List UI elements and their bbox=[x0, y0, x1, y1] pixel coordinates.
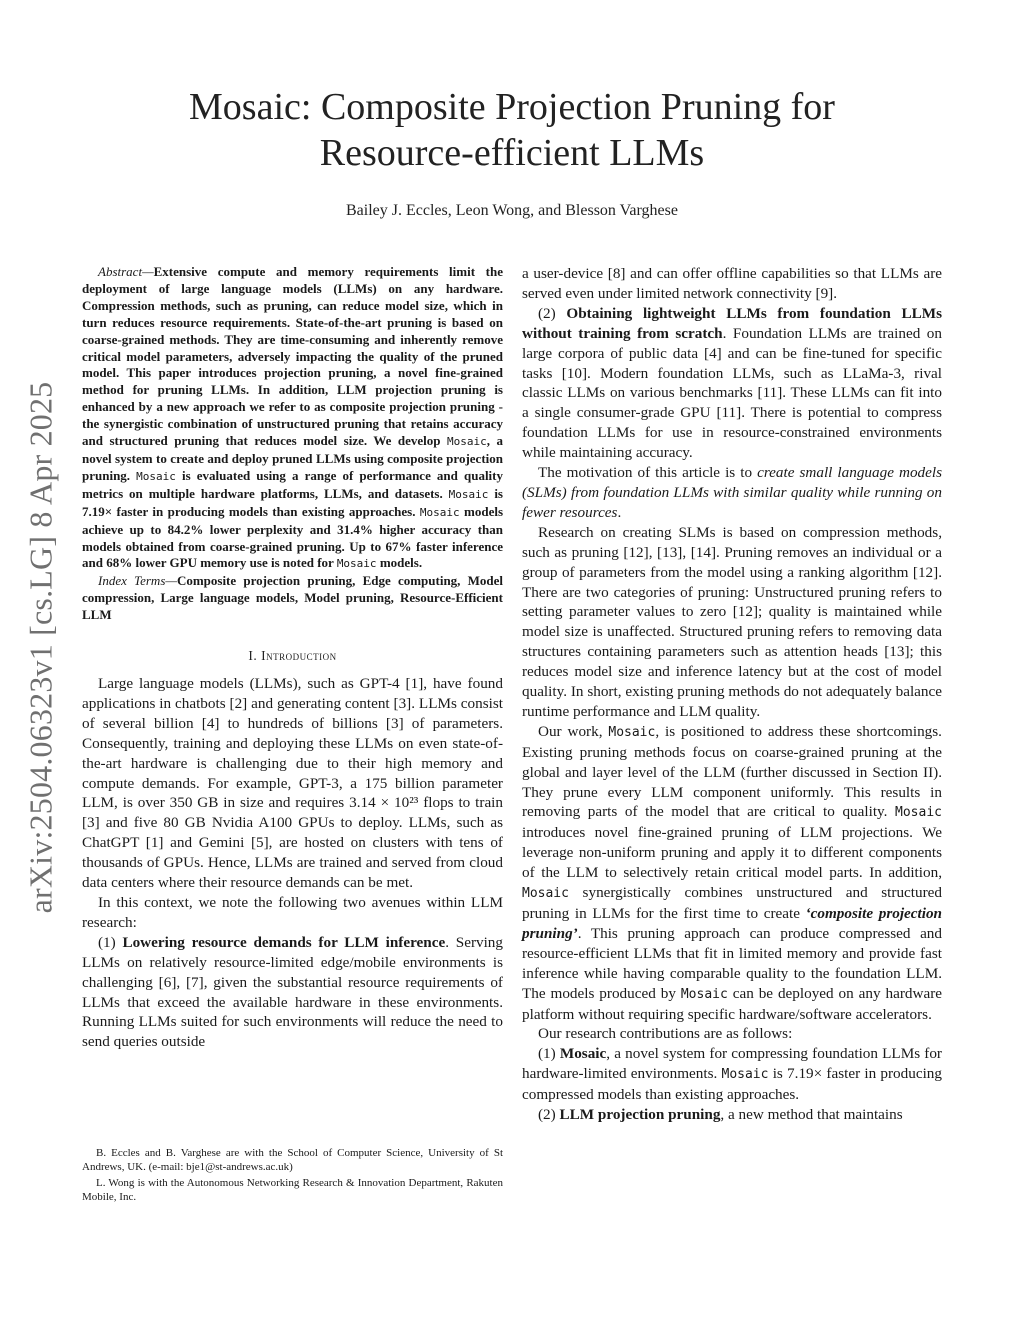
abstract-label-text: Abstract bbox=[98, 264, 143, 279]
system-name: Mosaic bbox=[608, 724, 656, 740]
system-name: Mosaic bbox=[680, 986, 728, 1002]
section-heading-introduction: I. Introduction bbox=[248, 648, 337, 664]
arxiv-stamp-text: arXiv:2504.06323v1 [cs.LG] 8 Apr 2025 bbox=[22, 381, 58, 914]
paragraph: In this context, we note the following two avenues within LLM research: bbox=[82, 894, 503, 931]
system-name: Mosaic bbox=[336, 557, 377, 571]
bold-phrase: Obtaining lightweight LLMs from foundation LLMs without training from scratch bbox=[522, 304, 942, 342]
index-terms bbox=[82, 573, 503, 624]
paragraph: Our research contributions are as follows: bbox=[538, 1025, 793, 1043]
paragraph: Research on creating SLMs is based on compression methods, such as pruning [12], [13], [14]. Pruning removes an individual or a group of parameters from the model using a ranking algorithm [12]. There are two categories of pruning: Unstructured pruning refers to setting parameter values to zero [12]; quality is maintained while model size is unaffected. Structured pruning refers to removing data structures containing parameters such as attention heads [13]; this reduces model size and inference latency but at the cost of model quality. In short, existing pruning methods do not adequately balance runtime performance and LLM quality. bbox=[522, 523, 942, 720]
paragraph: a user-device [8] and can offer offline capabilities so that LLMs are served even under limited network connectivity [9]. bbox=[522, 265, 942, 302]
paper-title-line-2: Resource-efficient LLMs bbox=[319, 132, 705, 174]
abstract-text-6: models. bbox=[376, 555, 423, 571]
paragraph bbox=[522, 722, 942, 1025]
arxiv-stamp bbox=[2, 365, 79, 930]
abstract-text-3: is evaluated using a range of performance and quality metrics on multiple hardware platforms, LLMs, and datasets. bbox=[82, 467, 503, 501]
abstract-text-5: models achieve up to 84.2% lower perplexity and 31.4% higher accuracy than models obtained from coarse-grained pruning. Up to 67% faster inference and 68% lower GPU memory use is noted for bbox=[82, 503, 504, 571]
paragraph-text: synergistically combines unstructured and structured pruning in LLMs for the first time to create bbox=[522, 884, 942, 922]
index-terms-label bbox=[98, 573, 177, 588]
system-name: Mosaic bbox=[522, 886, 569, 902]
left-column bbox=[82, 264, 503, 1052]
introduction-body bbox=[82, 674, 503, 1052]
item-number: (2) bbox=[538, 1106, 560, 1124]
abstract-label bbox=[98, 264, 154, 279]
abstract-text-4: is 7.19× faster in producing models than existing approaches. bbox=[82, 485, 503, 519]
author-list: Bailey J. Eccles, Leon Wong, and Blesson Varghese bbox=[346, 202, 678, 219]
paragraph-text: , a new method that maintains bbox=[720, 1106, 903, 1124]
right-column bbox=[522, 264, 942, 1125]
footnote-affiliation-1: B. Eccles and B. Varghese are with the School of Computer Science, University of St Andrews, UK. (e-mail: bje1@st-andrews.ac.uk) bbox=[82, 1147, 503, 1174]
abstract-dash: — bbox=[142, 264, 154, 279]
system-name: Mosaic bbox=[721, 1067, 769, 1083]
footnotes bbox=[82, 1146, 503, 1206]
paragraph-text: . bbox=[617, 503, 622, 521]
bold-phrase: Mosaic bbox=[559, 1045, 607, 1063]
italic-phrase: create small language models (SLMs) from foundation LLMs with similar quality while running on fewer resources bbox=[522, 464, 942, 521]
paragraph bbox=[82, 933, 503, 1052]
system-name: Mosaic bbox=[448, 487, 489, 501]
bold-italic-phrase: ‘composite projection pruning’ bbox=[522, 905, 942, 942]
paragraph-text: is 7.19× faster in producing compressed models than existing approaches. bbox=[522, 1065, 942, 1104]
bold-phrase: Lowering resource demands for LLM inference bbox=[122, 933, 446, 951]
system-name: Mosaic bbox=[136, 469, 176, 483]
paragraph bbox=[522, 304, 942, 463]
footnote-affiliation-2: L. Wong is with the Autonomous Networking Research & Innovation Department, Rakuten Mobile, Inc. bbox=[82, 1176, 503, 1204]
paragraph-text: , a novel system for compressing foundation LLMs for hardware-limited environments. bbox=[522, 1045, 942, 1083]
abstract-text-1: Extensive compute and memory requirements limit the deployment of large language models (LLMs) on any hardware. Compression methods, such as pruning, can reduce model size, which in turn reduces resource requirements. State-of-the-art pruning is based on coarse-grained methods. They are time-consuming and inherently remove critical model parameters, adversely impacting the quality of the pruned model. This paper introduces projection pruning, a novel fine-grained method for pruning LLMs. In addition, LLM projection pruning is enhanced by a new approach we refer to as composite projection pruning - the synergistic combination of unstructured pruning that retains accuracy and structured pruning that reduces model size. We develop bbox=[82, 264, 503, 449]
item-number: (2) bbox=[538, 304, 567, 322]
paragraph-text: Our work, bbox=[538, 722, 609, 740]
paper-title bbox=[0, 84, 1024, 176]
paragraph bbox=[522, 1044, 942, 1105]
system-name: Mosaic bbox=[419, 505, 460, 519]
system-name: Mosaic bbox=[447, 435, 487, 449]
paragraph-text: . Serving LLMs on relatively resource-limited edge/mobile environments is challenging [6], [7], given the substantial resource requirements of LLMs that exceed the available hardware in these environments. Running LLMs suited for such environments will reduce the need to send queries outside bbox=[82, 933, 503, 1051]
paragraph-text: , is positioned to address these shortcomings. Existing pruning methods focus on coarse-grained pruning at the global and layer level of the LLM (further discussed in Section II). They prune every LLM component uniformly. This results in removing parts of the model that are critical to quality. bbox=[522, 722, 942, 821]
paragraph-text: . This pruning approach can produce compressed and resource-efficient LLMs that fit in limited memory and provide fast inference while having comparable quality to the foundation LLM. The models produced by bbox=[522, 924, 942, 1002]
paragraph bbox=[522, 1105, 942, 1125]
paragraph-text: introduces novel fine-grained pruning of LLM projections. We leverage non-uniform pruning and apply it to different components of the LLM to selectively retain critical model parts. In addition, bbox=[522, 824, 942, 882]
paragraph-text: The motivation of this article is to bbox=[538, 464, 758, 482]
item-number: (1) bbox=[538, 1045, 560, 1063]
item-number: (1) bbox=[98, 933, 123, 951]
system-name: Mosaic bbox=[895, 805, 942, 821]
paragraph-text: can be deployed on any hardware platform without requiring specific hardware/software accelerators. bbox=[522, 984, 942, 1023]
paragraph: Large language models (LLMs), such as GPT-4 [1], have found applications in chatbots [2] and generating content [3]. LLMs consist of several billion [4] to hundreds of billions [3] of parameters. Consequently, training and deploying these LLMs on even state-of-the-art hardware is challenging due to their high memory and compute demands. For example, GPT-3, a 175 billion parameter LLM, is over 350 GB in size and requires 3.14 × 10²³ flops to train [3] and five 80 GB Nvidia A100 GPUs to deploy. LLMs, such as ChatGPT [1] and Gemini [5], are hosted on clusters with tens of thousands of GPUs. Hence, LLMs are trained and served from cloud data centers where their resource demands can be met. bbox=[82, 675, 503, 892]
introduction-body-continued bbox=[522, 264, 942, 1125]
index-terms-dash: — bbox=[165, 573, 177, 589]
index-terms-label-text: Index Terms bbox=[98, 573, 166, 589]
bold-phrase: LLM projection pruning bbox=[559, 1106, 721, 1124]
paragraph-text: . Foundation LLMs are trained on large corpora of public data [4] and can be fine-tuned for specific tasks [10]. Modern foundation LLMs, such as LLaMa-3, rival classic LLMs on various benchmarks [11]. These LLMs can fit into a single consumer-grade GPU [11]. There is potential to compress foundation LLMs for use in resource-constrained environments while maintaining accuracy. bbox=[522, 324, 942, 462]
abstract bbox=[82, 264, 503, 624]
abstract-text-2: , a novel system to create and deploy pruned LLMs using composite projection pruning. bbox=[82, 433, 503, 483]
paper-title-line-1: Mosaic: Composite Projection Pruning for bbox=[189, 86, 835, 128]
paragraph bbox=[522, 463, 942, 523]
index-terms-text: Composite projection pruning, Edge computing, Model compression, Large language models, Model pruning, Resource-Efficient LLM bbox=[82, 573, 503, 623]
